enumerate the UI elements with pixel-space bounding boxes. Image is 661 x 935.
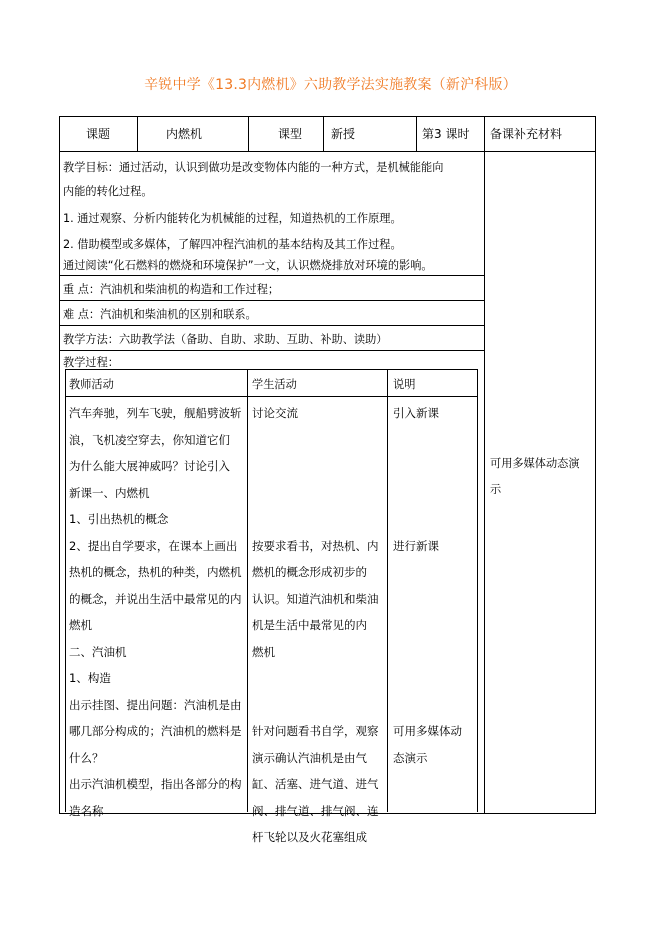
notes-text-line1: 可用多媒体动态演 [490, 457, 580, 470]
divider [137, 117, 138, 151]
explain-line [393, 665, 475, 692]
student-activity-line [252, 506, 384, 533]
teacher-activity-line: 为什么能大展神威吗？讨论引入 [69, 459, 230, 473]
divider [248, 117, 249, 151]
type-value: 新授 [331, 127, 356, 141]
objectives-line3: 通过阅读“化石燃料的燃烧和环境保护”一文，认识燃烧排放对环境的影响。 [63, 259, 433, 272]
student-activity-line: 缸、活塞、进气道、进气 [252, 777, 379, 791]
teacher-activity-line: 热机的概念，热机的种类，内燃机 [69, 565, 242, 579]
teacher-activity-line: 1、引出热机的概念 [69, 512, 169, 526]
divider [416, 117, 417, 151]
teacher-activity-line: 出示汽油机模型，指出各部分的构 [69, 777, 242, 791]
objectives-line1 [63, 159, 443, 175]
teacher-activity-line: 造名称 [69, 803, 104, 818]
explain-line [393, 480, 475, 507]
student-activity-line: 机是生活中最常见的内 [252, 618, 367, 632]
explain-line [393, 639, 475, 666]
teaching-method: 教学方法：六助教学法（备助、自助、求助、互助、补助、读助） [63, 333, 388, 346]
divider [60, 325, 484, 326]
teacher-activity-line: 1、构造 [69, 671, 111, 685]
divider [387, 370, 388, 812]
difficulty: 难 点：汽油机和柴油机的区别和联系。 [63, 308, 257, 321]
teacher-activity-line: 二、汽油机 [69, 644, 127, 659]
explain-line [393, 559, 475, 586]
student-activity-line: 阀、排气道、排气阀、连 [252, 803, 379, 818]
topic-label: 课题 [86, 127, 111, 141]
objectives-text: 通过活动，认识到做功是改变物体内能的一种方式，是机械能能向 [118, 161, 444, 174]
topic-value: 内燃机 [166, 127, 203, 141]
student-activity-line [252, 480, 384, 507]
divider [60, 350, 484, 351]
process-header-student: 学生活动 [252, 378, 297, 391]
teacher-activity-line: 出示挂图、提出问题：汽油机是由 [69, 697, 242, 712]
explain-line: 引入新课 [393, 406, 439, 420]
teacher-activity-line: 燃机 [69, 618, 92, 632]
explain-line: 可用多媒体动 [393, 724, 462, 738]
student-activity-line: 杆飞轮以及火花塞组成 [252, 830, 367, 844]
student-activity-line [252, 427, 384, 454]
student-activity-line: 按要求看书，对热机、内 [252, 538, 379, 553]
divider [66, 396, 477, 397]
explain-line [393, 506, 475, 533]
explain-line: 进行新课 [393, 538, 439, 553]
divider [247, 370, 248, 812]
student-activity-line: 认识。知道汽油机和柴油 [252, 591, 379, 606]
process-label: 教学过程： [63, 356, 119, 369]
explain-line [393, 586, 475, 613]
student-activity-line [252, 665, 384, 692]
process-header-explain: 说明 [393, 378, 416, 391]
objectives-line2: 内能的转化过程。 [63, 185, 153, 198]
student-activity-column [252, 400, 384, 851]
divider [60, 151, 595, 152]
type-label: 课型 [278, 127, 303, 141]
lesson-plan-table [59, 116, 596, 844]
teacher-activity-line: 哪几部分构成的；汽油机的燃料是 [69, 724, 242, 738]
divider [484, 117, 485, 813]
student-activity-line [252, 453, 384, 480]
explain-line [393, 692, 475, 719]
student-activity-line: 演示确认汽油机是由气 [252, 750, 367, 765]
objectives-item-1: 1. 通过观察、分析内能转化为机械能的过程，知道热机的工作原理。 [63, 212, 402, 225]
divider [60, 275, 484, 276]
teacher-activity-line: 汽车奔驰，列车飞驶，舰船劈波斩 [69, 406, 242, 420]
teacher-activity-line: 新课一、内燃机 [69, 485, 150, 500]
process-table [65, 369, 478, 844]
notes-label: 备课补充材料 [490, 127, 563, 141]
explain-line [393, 612, 475, 639]
divider [323, 117, 324, 151]
explain-line [393, 453, 475, 480]
page-title: 辛锐中学《13.3内燃机》六助教学法实施教案（新沪科版） [144, 77, 517, 93]
objectives-item-2: 2. 借助模型或多媒体，了解四冲程汽油机的基本结构及其工作过程。 [63, 238, 402, 251]
student-activity-line: 针对问题看书自学，观察 [252, 724, 379, 738]
teacher-activity-line: 什么？ [69, 750, 104, 765]
teacher-activity-line: 的概念，并说出生活中最常见的内 [69, 591, 242, 606]
explain-line [393, 427, 475, 454]
key-point: 重 点：汽油机和柴油机的构造和工作过程； [63, 283, 280, 296]
explain-column [393, 400, 475, 771]
objectives-label: 教学目标： [63, 161, 119, 174]
notes-text-line2: 示 [490, 483, 502, 496]
teacher-activity-line: 浪，飞机凌空穿去，你知道它们 [69, 432, 230, 447]
student-activity-line: 燃机 [252, 644, 275, 659]
explain-line: 态演示 [393, 750, 428, 765]
teacher-activity-line: 2、提出自学要求，在课本上画出 [69, 538, 238, 553]
teacher-activity-column [69, 400, 245, 824]
divider [60, 300, 484, 301]
process-header-teacher: 教师活动 [69, 378, 114, 391]
student-activity-line [252, 692, 384, 719]
student-activity-line: 讨论交流 [252, 406, 298, 420]
student-activity-line: 燃机的概念形成初步的 [252, 565, 367, 579]
period-value: 第3 课时 [422, 127, 470, 141]
